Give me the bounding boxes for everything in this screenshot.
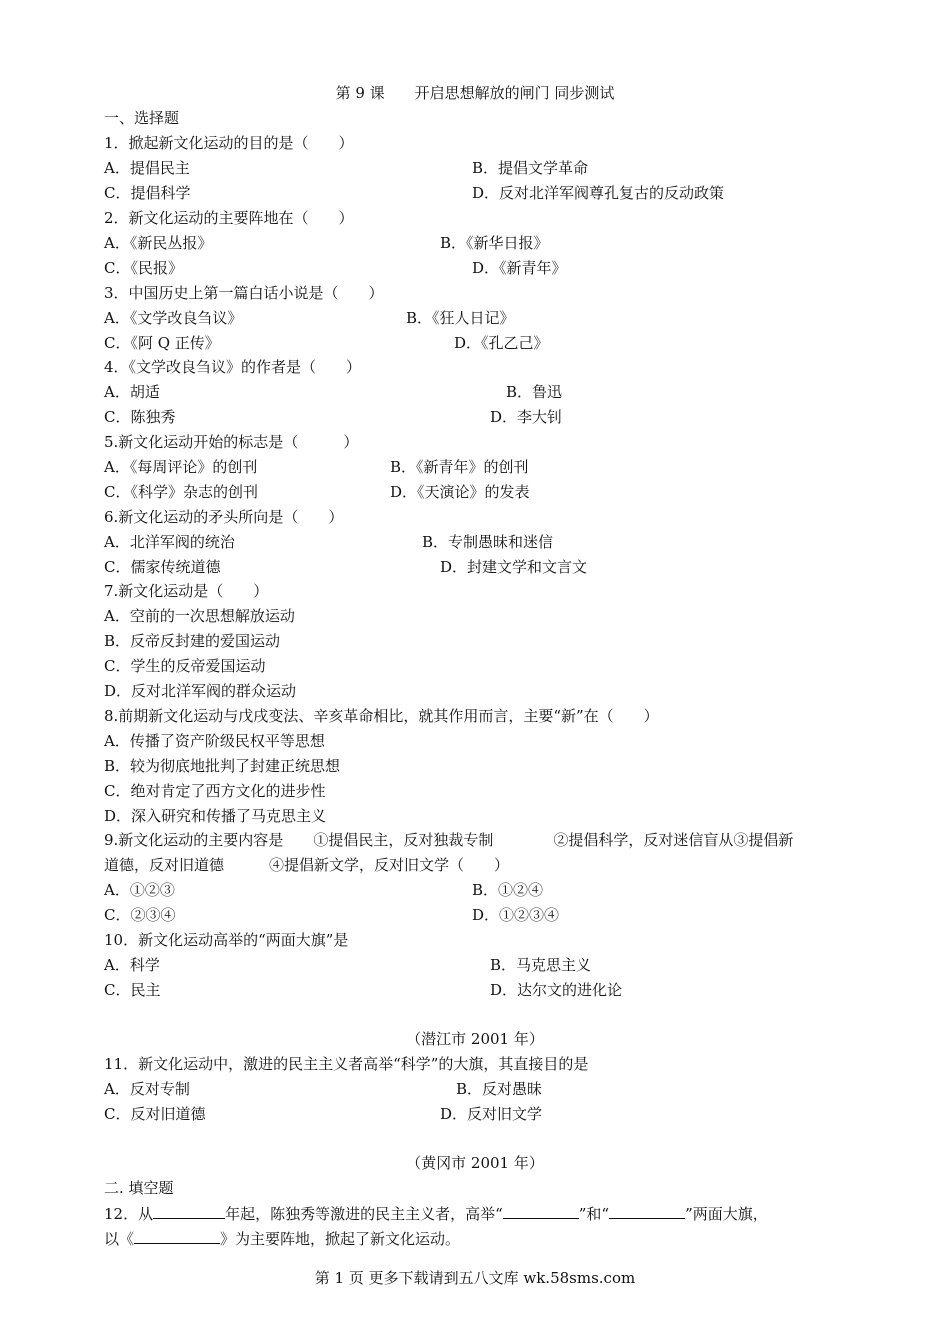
q6-option-d: D．封建文学和文言文 — [440, 558, 588, 576]
q3-option-d: D．《孔乙己》 — [454, 334, 549, 352]
q12-text-2: 年起，陈独秀等激进的民主主义者，高举“ — [225, 1205, 503, 1223]
q12-blank-banner-1[interactable] — [503, 1203, 579, 1219]
q11-option-c: C．反对旧道德 — [104, 1105, 206, 1123]
source-label-q11: （黄冈市 2001 年） — [406, 1154, 544, 1172]
q12-text-5: 以《 — [104, 1230, 135, 1248]
q8-option-a: A．传播了资产阶级民权平等思想 — [104, 732, 325, 750]
q12-text-4: ”两面大旗， — [685, 1205, 768, 1223]
q12-text-3: ”和“ — [578, 1205, 610, 1223]
q11-option-b: B．反对愚昧 — [456, 1080, 543, 1098]
q8-option-b: B．较为彻底地批判了封建正统思想 — [104, 757, 341, 775]
q9-stem-continued: 道德，反对旧道德 ④提倡新文学，反对旧文学（ ） — [104, 856, 510, 874]
q2-stem: 2．新文化运动的主要阵地在（ ） — [104, 209, 354, 227]
q12-blank-journal[interactable] — [134, 1228, 220, 1244]
q3-option-a: A．《文学改良刍议》 — [104, 309, 243, 327]
q9-option-d: D．①②③④ — [472, 906, 560, 924]
q6-option-b: B．专制愚昧和迷信 — [422, 533, 554, 551]
q8-option-d: D．深入研究和传播了马克思主义 — [104, 807, 327, 825]
q12-blank-banner-2[interactable] — [609, 1203, 685, 1219]
q3-stem: 3．中国历史上第一篇白话小说是（ ） — [104, 284, 384, 302]
q1-option-d: D．反对北洋军阀尊孔复古的反动政策 — [472, 184, 725, 202]
q10-option-b: B．马克思主义 — [490, 956, 592, 974]
q3-option-c: C．《阿 Q 正传》 — [104, 334, 220, 352]
section-choice-heading: 一、选择题 — [104, 109, 180, 127]
q4-option-a: A．胡适 — [104, 383, 160, 401]
q11-option-d: D．反对旧文学 — [440, 1105, 543, 1123]
q12-text-1: 12．从 — [104, 1205, 154, 1223]
q2-option-c: C．《民报》 — [104, 259, 183, 277]
q7-option-a: A．空前的一次思想解放运动 — [104, 607, 295, 625]
q5-option-c: C．《科学》杂志的创刊 — [104, 483, 258, 501]
q8-option-c: C．绝对肯定了西方文化的进步性 — [104, 782, 326, 800]
q1-stem: 1．掀起新文化运动的目的是（ ） — [104, 134, 354, 152]
q10-option-a: A．科学 — [104, 956, 160, 974]
q9-option-c: C．②③④ — [104, 906, 176, 924]
q4-option-d: D．李大钊 — [490, 408, 563, 426]
q1-option-b: B．提倡文学革命 — [472, 159, 589, 177]
q9-stem: 9.新文化运动的主要内容是 ①提倡民主，反对独裁专制 ②提倡科学，反对迷信盲从③提倡新 — [104, 831, 794, 849]
q5-option-b: B．《新青年》的创刊 — [390, 458, 529, 476]
q2-option-b: B．《新华日报》 — [440, 234, 549, 252]
q10-stem: 10．新文化运动高举的“两面大旗”是 — [104, 931, 349, 949]
q10-option-d: D．达尔文的进化论 — [490, 981, 623, 999]
q12-line1 — [104, 1203, 768, 1224]
q10-option-c: C．民主 — [104, 981, 161, 999]
q6-option-c: C．儒家传统道德 — [104, 558, 221, 576]
q8-stem: 8.前期新文化运动与戊戌变法、辛亥革命相比，就其作用而言，主要“新”在（ ） — [104, 707, 659, 725]
q9-option-b: B．①②④ — [472, 881, 544, 899]
q12-line2 — [104, 1228, 460, 1249]
q4-stem: 4．《文学改良刍议》的作者是（ ） — [104, 358, 362, 376]
q2-option-a: A．《新民丛报》 — [104, 234, 213, 252]
q5-option-a: A．《每周评论》的创刊 — [104, 458, 258, 476]
q7-stem: 7.新文化运动是（ ） — [104, 582, 269, 600]
q4-option-b: B．鲁迅 — [506, 383, 563, 401]
q12-blank-year[interactable] — [153, 1203, 225, 1219]
section-fill-heading: 二. 填空题 — [104, 1179, 174, 1197]
q6-option-a: A．北洋军阀的统治 — [104, 533, 235, 551]
q7-option-b: B．反帝反封建的爱国运动 — [104, 632, 281, 650]
source-label-q10: （潜江市 2001 年） — [406, 1030, 544, 1048]
q12-text-6: 》为主要阵地，掀起了新文化运动。 — [220, 1230, 461, 1248]
q6-stem: 6.新文化运动的矛头所向是（ ） — [104, 508, 344, 526]
page-title: 第 9 课 开启思想解放的闸门 同步测试 — [335, 84, 615, 102]
q5-stem: 5.新文化运动开始的标志是（ ） — [104, 433, 359, 451]
q5-option-d: D．《天演论》的发表 — [390, 483, 530, 501]
q4-option-c: C．陈独秀 — [104, 408, 176, 426]
q7-option-c: C．学生的反帝爱国运动 — [104, 657, 266, 675]
q1-option-a: A．提倡民主 — [104, 159, 190, 177]
q11-option-a: A．反对专制 — [104, 1080, 190, 1098]
q9-option-a: A．①②③ — [104, 881, 175, 899]
page-footer: 第 1 页 更多下载请到五八文库 wk.58sms.com — [314, 1269, 636, 1287]
q11-stem: 11．新文化运动中，激进的民主主义者高举“科学”的大旗，其直接目的是 — [104, 1055, 589, 1073]
q3-option-b: B．《狂人日记》 — [406, 309, 515, 327]
q7-option-d: D．反对北洋军阀的群众运动 — [104, 682, 297, 700]
q1-option-c: C．提倡科学 — [104, 184, 191, 202]
q2-option-d: D．《新青年》 — [472, 259, 567, 277]
